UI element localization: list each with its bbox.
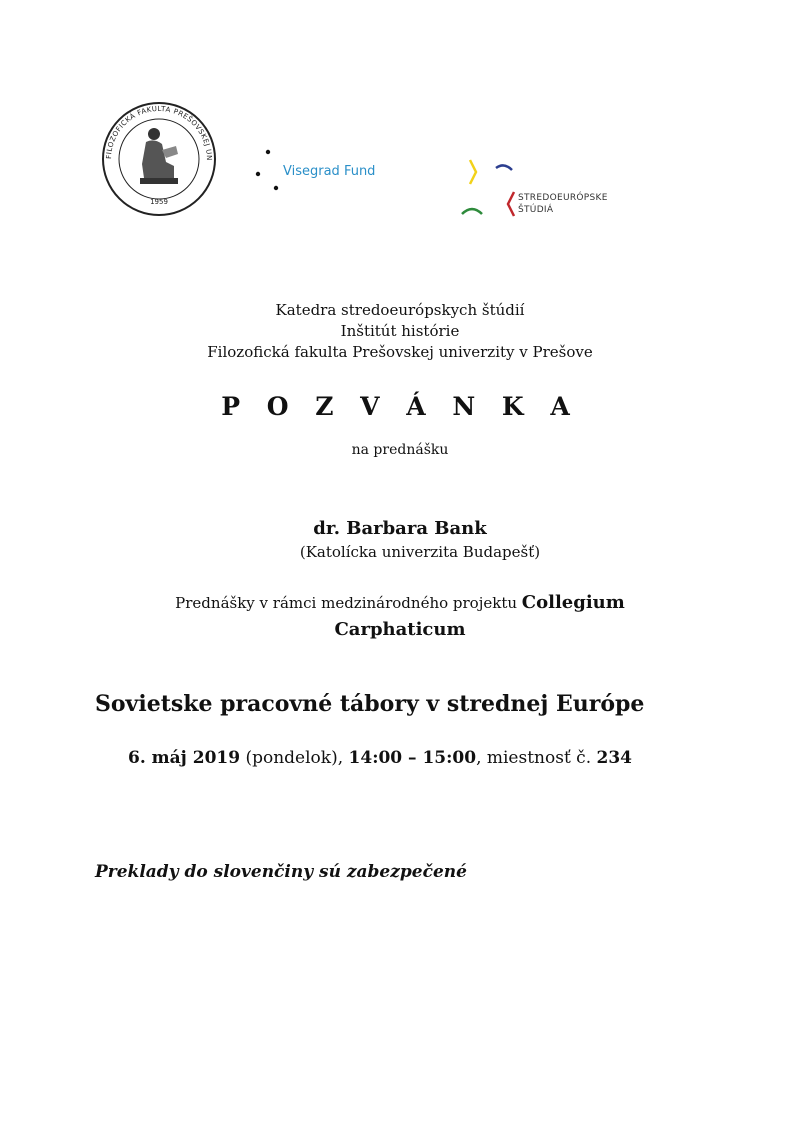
invitation-subtitle: na prednášku xyxy=(351,442,449,458)
project-prefix: Prednášky v rámci medzinárodného projektu xyxy=(175,594,518,612)
speaker-name: dr. Barbara Bank xyxy=(313,518,487,539)
visegrad-fund-text: Visegrad Fund xyxy=(283,164,376,179)
studies-logo-line1: STREDOEURÓPSKE xyxy=(518,193,608,203)
seal-year: 1959 xyxy=(150,198,168,206)
institute-name: Inštitút histórie xyxy=(340,322,460,340)
translation-note: Preklady do slovenčiny sú zabezpečené xyxy=(95,862,467,882)
lecture-time: 14:00 – 15:00 xyxy=(348,748,477,768)
invitation-title: P O Z V Á N K A xyxy=(221,392,579,421)
visegrad-dots-icon xyxy=(252,148,282,198)
lecture-day: (pondelok), xyxy=(240,748,349,768)
project-name-part2: Carphaticum xyxy=(334,619,466,640)
room-label: , miestnosť č. xyxy=(476,748,597,768)
lecture-date: 6. máj 2019 xyxy=(128,748,241,768)
department-name: Katedra stredoeurópskych štúdií xyxy=(275,301,525,319)
visegrad-fund-logo xyxy=(252,148,392,198)
lecture-title: Sovietske pracovné tábory v strednej Európe xyxy=(95,691,645,717)
project-line-2 xyxy=(0,619,800,640)
project-name-part1: Collegium xyxy=(521,592,625,613)
room-number: 234 xyxy=(596,748,633,768)
seal-ring-text: FILOZOFICKÁ FAKULTA PREŠOVSKEJ UN xyxy=(104,104,214,161)
university-seal-icon xyxy=(100,100,218,218)
project-line xyxy=(0,592,800,613)
brackets-icon xyxy=(458,158,518,224)
speaker-affiliation: (Katolícka univerzita Budapešť) xyxy=(299,543,541,561)
central-european-studies-logo xyxy=(458,158,638,224)
schedule-line xyxy=(128,748,632,768)
faculty-name: Filozofická fakulta Prešovskej univerzity v Prešove xyxy=(207,343,593,361)
studies-logo-line2: ŠTÚDIÁ xyxy=(518,205,554,215)
faculty-seal-logo xyxy=(100,100,218,218)
